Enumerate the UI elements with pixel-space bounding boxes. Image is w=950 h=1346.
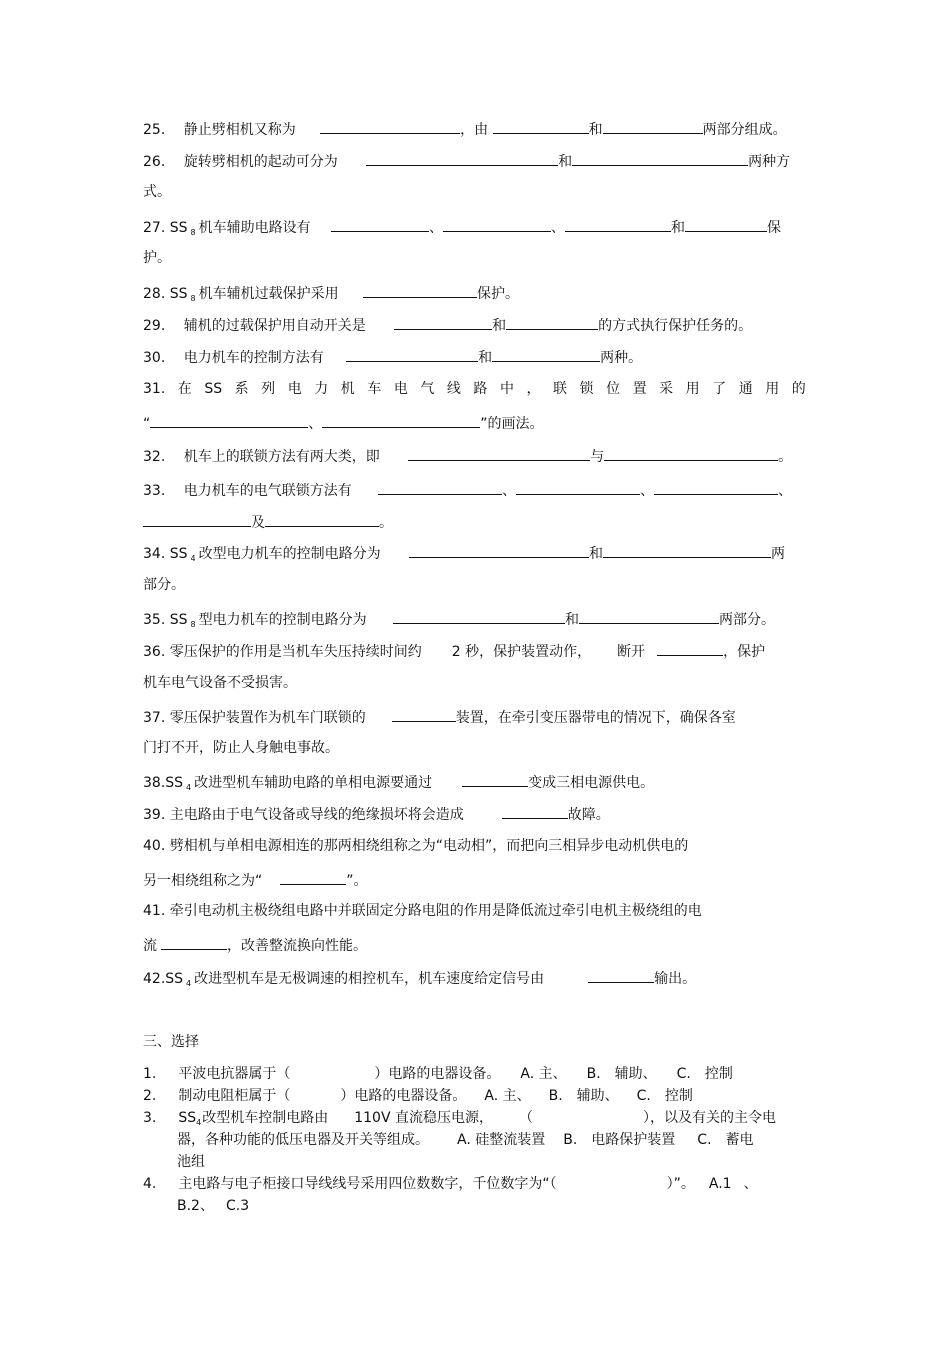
answer-blank[interactable] <box>265 512 379 527</box>
answer-blank[interactable] <box>579 609 719 624</box>
question-30: 30. 电力机车的控制方法有 和 两种。 <box>143 347 642 367</box>
question-26: 26. 旋转劈相机的起动可分为 和 两种方 <box>143 151 790 171</box>
choice-question-2: 2. 制动电阻柜属于（ ）电路的电器设备。 A. 主、 B. 辅助、 C. 控制 <box>143 1088 693 1104</box>
question-31: 31. 在 SS 系 列 电 力 机 车 电 气 线 路 中 ， 联 锁 位 置 采 用 了 通 用 的 <box>143 381 806 397</box>
question-36: 36. 零压保护的作用是当机车失压持续时间约 2 秒，保护装置动作， 断开 ，保护 <box>143 641 765 661</box>
answer-blank[interactable] <box>346 347 478 362</box>
answer-blank[interactable] <box>366 151 558 166</box>
answer-blank[interactable] <box>408 446 590 461</box>
answer-blank[interactable] <box>462 772 528 787</box>
option-c[interactable]: C. <box>636 1088 651 1104</box>
question-40: 40. 劈相机与单相电源相连的那两相绕组称之为“电动相”，而把向三相异步电动机供电的 <box>143 838 689 854</box>
question-38: 38.SS $_4$ 改进型机车辅助电路的单相电源要通过 变成三相电源供电。 <box>143 772 654 794</box>
question-37: 37. 零压保护装置作为机车门联锁的 装置，在牵引变压器带电的情况下，确保各室 <box>143 707 736 727</box>
answer-blank[interactable] <box>443 217 551 232</box>
answer-blank[interactable] <box>143 512 251 527</box>
option-b[interactable]: B. <box>586 1066 601 1082</box>
answer-blank[interactable] <box>588 968 654 983</box>
question-25: 25. 静止劈相机又称为 ，由 和 两部分组成。 <box>143 119 787 139</box>
answer-blank[interactable] <box>603 119 703 134</box>
answer-blank[interactable] <box>393 609 565 624</box>
answer-blank[interactable] <box>506 315 598 330</box>
question-34: 34. SS $_4$ 改型电力机车的控制电路分为 和 两 <box>143 543 785 565</box>
option-a[interactable]: A. 主、 <box>520 1066 567 1082</box>
question-39: 39. 主电路由于电气设备或导线的绝缘损坏将会造成 故障。 <box>143 804 610 824</box>
question-28: 28. SS $_8$ 机车辅机过载保护采用 保护。 <box>143 283 519 305</box>
question-27: 27. SS $_8$ 机车辅助电路设有 、 、 和 保 <box>143 217 781 239</box>
option-c[interactable]: C. <box>676 1066 691 1082</box>
question-42: 42.SS $_4$ 改进型机车是无极调速的相控机车，机车速度给定信号由 输出。 <box>143 968 696 990</box>
answer-blank[interactable] <box>161 935 227 950</box>
answer-blank[interactable] <box>378 480 502 495</box>
answer-blank[interactable] <box>502 804 568 819</box>
answer-blank[interactable] <box>409 543 589 558</box>
answer-blank[interactable] <box>685 217 767 232</box>
question-32: 32. 机车上的联锁方法有两大类，即 与 。 <box>143 446 792 466</box>
answer-blank[interactable] <box>322 413 480 428</box>
answer-blank[interactable] <box>492 347 600 362</box>
answer-blank[interactable] <box>150 413 308 428</box>
choice-question-3: 3. $SS_4$改型机车控制电路由 110V 直流稳压电源， （ ），以及有关的主令电 <box>143 1110 776 1127</box>
q-number: 25. <box>143 122 166 138</box>
answer-blank[interactable] <box>565 217 671 232</box>
answer-blank[interactable] <box>657 641 723 656</box>
choice-question-1: 1. 平波电抗器属于（ ）电路的电器设备。 A. 主、 B. 辅助、 C. 控制 <box>143 1066 733 1082</box>
option-b[interactable]: B. <box>548 1088 563 1104</box>
option-b[interactable]: B. <box>563 1132 578 1148</box>
question-35: 35. SS $_8$ 型电力机车的控制电路分为 和 两部分。 <box>143 609 775 631</box>
option-a[interactable]: A. 硅整流装置 <box>457 1132 546 1148</box>
question-text: 静止劈相机又称为 <box>183 122 296 138</box>
answer-blank[interactable] <box>394 315 492 330</box>
answer-blank[interactable] <box>572 151 748 166</box>
answer-blank[interactable] <box>603 543 771 558</box>
answer-blank[interactable] <box>280 870 346 885</box>
section-title: 三、选择 <box>143 1034 199 1050</box>
question-29: 29. 辅机的过载保护用自动开关是 和 的方式执行保护任务的。 <box>143 315 752 335</box>
option-c[interactable]: C.3 <box>225 1198 250 1214</box>
answer-blank[interactable] <box>320 119 460 134</box>
answer-blank[interactable] <box>604 446 778 461</box>
answer-blank[interactable] <box>493 119 589 134</box>
option-a[interactable]: A. 主、 <box>484 1088 531 1104</box>
answer-blank[interactable] <box>516 480 640 495</box>
answer-blank[interactable] <box>392 707 456 722</box>
option-b[interactable]: B.2、 <box>177 1198 214 1214</box>
option-c[interactable]: C. <box>697 1132 712 1148</box>
question-41: 41. 牵引电动机主极绕组电路中并联固定分路电阻的作用是降低流过牵引电机主极绕组的电 <box>143 903 702 919</box>
answer-blank[interactable] <box>654 480 778 495</box>
answer-blank[interactable] <box>331 217 429 232</box>
answer-blank[interactable] <box>363 283 477 298</box>
choice-question-4: 4. 主电路与电子柜接口导线线号采用四位数数字，千位数字为“（ ）”。 A.1 、 <box>143 1176 758 1192</box>
question-33: 33. 电力机车的电气联锁方法有 、 、 、 <box>143 480 792 500</box>
option-a[interactable]: A.1 <box>708 1176 732 1192</box>
